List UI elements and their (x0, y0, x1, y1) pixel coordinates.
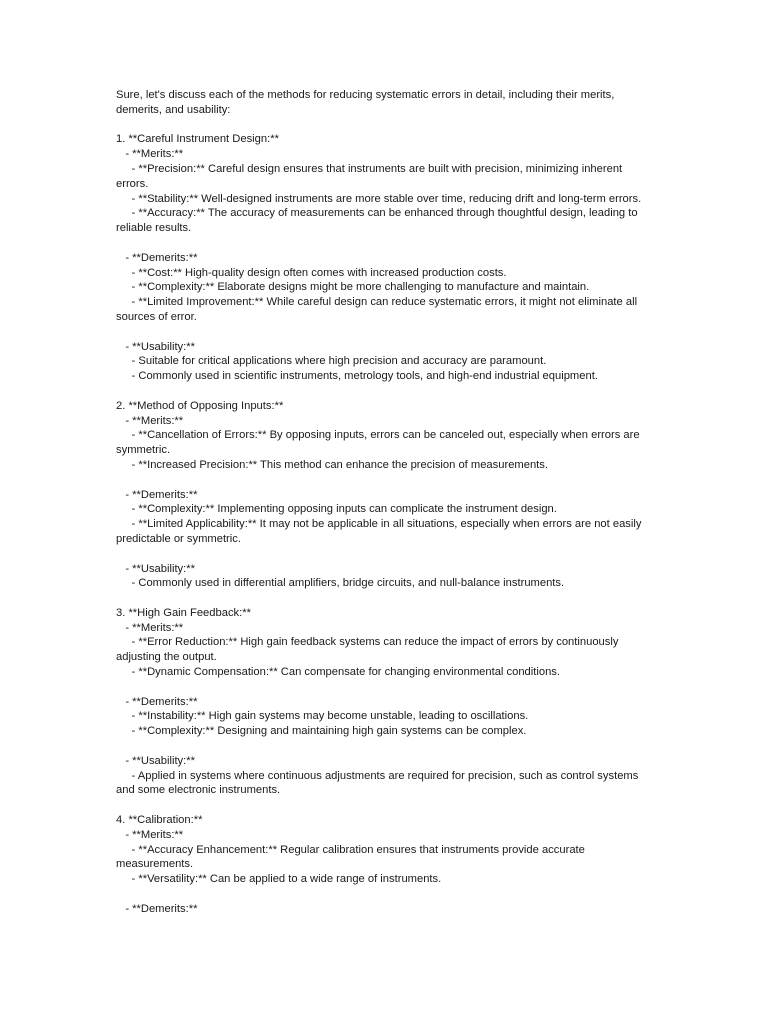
text-line: - **Usability:** (116, 562, 195, 575)
text-line: - **Limited Applicability:** It may not be applicable in all situations, especially when errors are not easily predictable or symmetric. (116, 518, 645, 545)
text-line: - **Accuracy:** The accuracy of measurements can be enhanced through thoughtful design, leading to reliable results. (116, 207, 641, 235)
text-line (116, 887, 656, 902)
text-line: - **Merits:** (116, 621, 184, 634)
text-line: - **Accuracy Enhancement:** Regular calibration ensures that instruments provide accurate measurements. (116, 843, 588, 871)
text-line (116, 325, 656, 340)
text-line: 4. **Calibration:** (116, 814, 203, 827)
text-line (116, 680, 656, 695)
text-line: 1. **Careful Instrument Design:** (116, 133, 279, 146)
text-line (116, 118, 656, 133)
text-line: - Suitable for critical applications where high precision and accuracy are paramount. (116, 355, 547, 368)
text-line: - **Cancellation of Errors:** By opposing inputs, errors can be canceled out, especially when errors are symmetric. (116, 429, 643, 457)
text-line: - **Stability:** Well-designed instruments are more stable over time, reducing drift and long-term errors. (116, 192, 642, 205)
text-line (116, 547, 656, 562)
text-line (116, 591, 656, 606)
text-line: - **Complexity:** Designing and maintaining high gain systems can be complex. (116, 725, 527, 738)
text-line: - **Increased Precision:** This method can enhance the precision of measurements. (116, 458, 548, 471)
text-line: - **Error Reduction:** High gain feedback systems can reduce the impact of errors by continuously adjusting the output. (116, 636, 622, 664)
text-line: - **Demerits:** (116, 902, 198, 915)
text-line: - **Complexity:** Implementing opposing inputs can complicate the instrument design. (116, 503, 557, 516)
text-line: 3. **High Gain Feedback:** (116, 606, 251, 619)
text-line: - **Usability:** (116, 754, 195, 767)
text-line: - **Demerits:** (116, 695, 198, 708)
text-line: - Applied in systems where continuous adjustments are required for precision, such as control systems and some electronic instruments. (116, 769, 642, 797)
text-line: - Commonly used in scientific instruments, metrology tools, and high-end industrial equipment. (116, 370, 598, 383)
text-line (116, 739, 656, 754)
document-body (116, 88, 656, 917)
text-line: 2. **Method of Opposing Inputs:** (116, 399, 284, 412)
text-line: - **Merits:** (116, 414, 184, 427)
text-line: - **Instability:** High gain systems may become unstable, leading to oscillations. (116, 710, 529, 723)
text-line: - **Limited Improvement:** While careful design can reduce systematic errors, it might not eliminate all sources of error. (116, 296, 641, 323)
text-line: - **Merits:** (116, 148, 184, 161)
text-line: - **Demerits:** (116, 251, 198, 264)
text-line: - **Usability:** (116, 340, 195, 353)
text-line: - **Merits:** (116, 828, 184, 841)
text-line: - **Precision:** Careful design ensures that instruments are built with precision, minimizing inherent errors. (116, 162, 626, 190)
text-line: Sure, let's discuss each of the methods for reducing systematic errors in detail, including their merits, demerits, and usability: (116, 89, 618, 116)
text-line (116, 236, 656, 251)
text-line: - **Cost:** High-quality design often comes with increased production costs. (116, 266, 507, 279)
text-line: - **Complexity:** Elaborate designs might be more challenging to manufacture and maintain. (116, 281, 590, 294)
text-line: - **Versatility:** Can be applied to a wide range of instruments. (116, 873, 442, 886)
text-line: - Commonly used in differential amplifiers, bridge circuits, and null-balance instruments. (116, 577, 565, 590)
text-line (116, 384, 656, 399)
text-line: - **Dynamic Compensation:** Can compensate for changing environmental conditions. (116, 666, 561, 679)
text-line (116, 798, 656, 813)
text-line (116, 473, 656, 488)
text-line: - **Demerits:** (116, 488, 198, 501)
